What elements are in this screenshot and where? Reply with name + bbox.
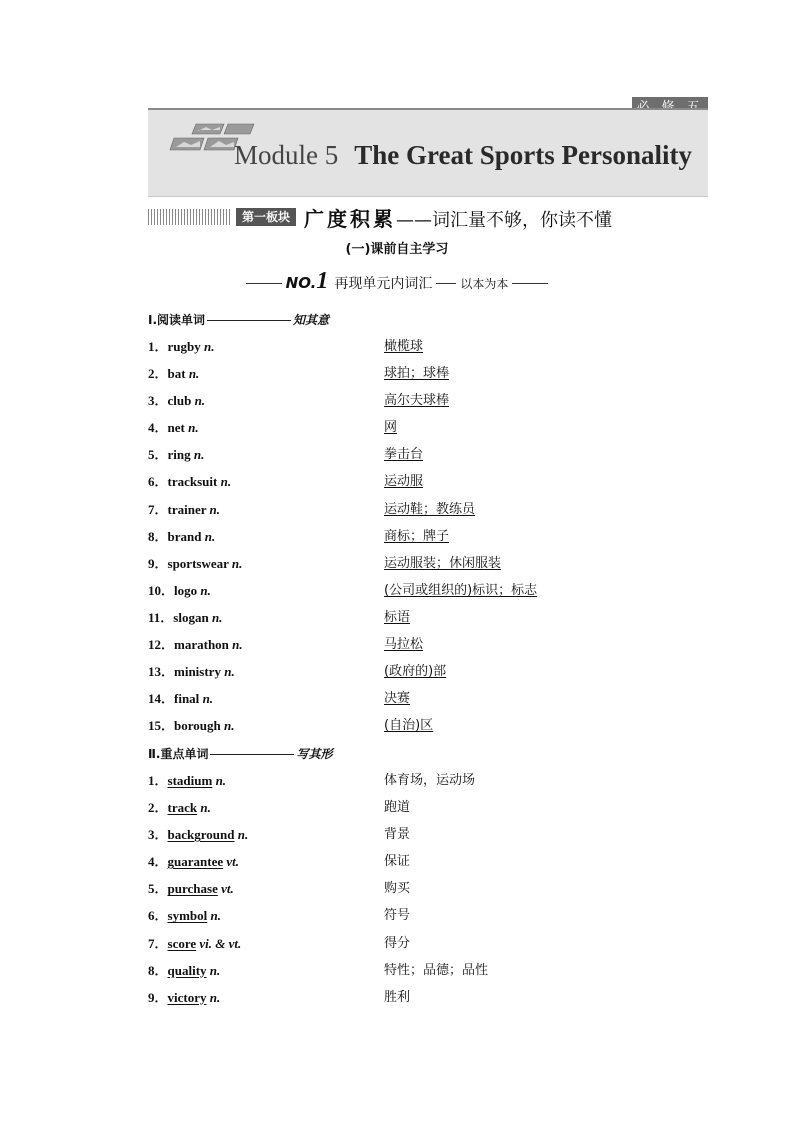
part2-hint: 写其形 [296,747,333,761]
item-number: 7． [148,935,168,951]
item-number: 12． [148,637,175,653]
list-item [148,874,708,901]
word: slogan [173,609,209,625]
word: symbol [167,908,208,924]
word: purchase [167,881,218,897]
english-word [148,580,211,599]
word: ministry [174,664,221,680]
no-title: 再现单元内词汇 [334,276,433,292]
chinese-meaning: 跑道 [384,800,411,816]
word: marathon [174,637,229,653]
word: stadium [167,773,213,788]
english-word [148,960,220,979]
word: logo [174,582,198,598]
part-of-speech: n. [224,718,235,734]
item-number: 8． [148,528,168,544]
chinese-meaning: 标语 [384,609,411,625]
list-item [148,983,708,1010]
part-of-speech: n. [224,664,235,680]
part-of-speech: n. [188,420,199,436]
hatch-decoration [148,209,232,225]
divider [436,283,456,284]
part-of-speech: n. [237,827,249,843]
chinese-meaning: 橄榄球 [384,339,424,354]
part-of-speech: n. [204,339,215,354]
word: victory [167,989,207,1005]
chinese-meaning: 保证 [384,854,411,870]
list-item [148,413,708,440]
word: sportswear [167,555,229,571]
no-heading [0,268,794,295]
item-number: 8． [148,962,168,978]
word: brand [167,528,202,544]
part-of-speech: n. [209,501,220,517]
part2-heading [148,745,332,762]
part-of-speech: n. [232,637,243,653]
no-number: 1 [316,268,329,294]
chinese-meaning: 特性；品德；品性 [384,962,489,978]
word: final [174,691,200,707]
list-item [148,929,708,956]
word: bat [167,366,186,382]
list-item [148,332,708,359]
list-item [148,901,708,928]
part-of-speech: n. [193,447,205,463]
chinese-meaning: 运动服 [384,474,424,490]
list-item [148,820,708,847]
word: borough [174,718,221,734]
divider [246,283,282,284]
english-word [148,363,199,382]
english-word [148,824,248,843]
english-word [148,770,226,789]
no-label: NO. [285,274,317,292]
key-word-list [148,766,708,1010]
english-word [148,336,214,355]
divider [512,283,548,284]
list-item [148,711,708,738]
list-item [148,603,708,630]
part-of-speech: n. [202,691,214,707]
part-of-speech: vi. & vt. [199,935,242,951]
english-word [148,688,213,707]
chinese-meaning: 马拉松 [384,637,424,653]
part-of-speech: n. [200,582,211,598]
part-of-speech: vt. [226,854,240,870]
chinese-meaning: 球拍；球棒 [384,366,450,382]
list-item [148,549,708,576]
english-word [148,471,231,490]
block-label: 第一板块 [236,208,296,226]
item-number: 5． [148,447,168,463]
chinese-meaning: 运动鞋；教练员 [384,501,476,517]
english-word [148,878,234,897]
word: score [167,935,197,951]
item-number: 15． [148,718,175,734]
block-title-sub: ——词汇量不够，你读不懂 [396,210,612,231]
item-number: 3． [148,827,168,843]
chinese-meaning: 胜利 [384,989,411,1005]
chinese-meaning: (公司或组织的)标识；标志 [384,582,538,598]
english-word [148,444,204,463]
module-title [234,140,692,171]
word: rugby [167,339,201,354]
english-word [148,499,220,518]
block-title [304,203,612,232]
english-word [148,417,199,436]
part1-label: Ⅰ.阅读单词 [148,313,206,327]
list-item [148,657,708,684]
word: background [167,827,235,843]
part-of-speech: n. [209,962,221,978]
chinese-meaning: 符号 [384,908,411,924]
item-number: 11． [148,609,174,625]
chinese-meaning: 购买 [384,881,411,897]
part-of-speech: n. [210,908,221,924]
item-number: 2． [148,366,168,382]
list-item [148,766,708,793]
item-number: 5． [148,881,168,897]
part-of-speech: n. [231,555,243,571]
english-word [148,607,222,626]
part2-label: Ⅱ.重点单词 [148,747,209,761]
english-word [148,390,205,409]
word: net [167,420,185,436]
item-number: 6． [148,908,168,924]
item-number: 3． [148,393,168,409]
list-item [148,847,708,874]
no-tail: 以本为本 [460,277,509,291]
word: trainer [167,501,207,517]
item-number: 10． [148,582,175,598]
item-number: 13． [148,664,175,680]
part-of-speech: n. [215,773,227,788]
part1-heading [148,311,329,328]
english-word [148,797,211,816]
chinese-meaning: 体育场，运动场 [384,773,476,788]
list-item [148,576,708,603]
reading-word-list [148,332,708,738]
word: quality [167,962,207,978]
divider [207,320,291,321]
list-item [148,956,708,983]
english-word [148,634,243,653]
english-word [148,851,239,870]
english-word [148,553,242,572]
part-of-speech: n. [200,800,211,816]
part-of-speech: n. [209,989,221,1005]
list-item [148,684,708,711]
word: tracksuit [167,474,218,490]
part-of-speech: n. [220,474,232,490]
item-number: 4． [148,854,168,870]
english-word [148,905,221,924]
list-item [148,440,708,467]
list-item [148,522,708,549]
chinese-meaning: 商标；牌子 [384,528,450,544]
part-of-speech: n. [194,393,206,409]
module-banner [148,108,708,197]
item-number: 1． [148,773,168,788]
word: track [167,800,198,816]
part-of-speech: n. [188,366,200,382]
divider [210,754,294,755]
sub-heading: (一)课前自主学习 [345,242,449,257]
item-number: 1． [148,339,168,354]
chinese-meaning: 决赛 [384,691,411,707]
block-title-main: 广度积累 [304,207,396,231]
section-heading [148,203,708,233]
chinese-meaning: (自治)区 [384,718,434,734]
part-of-speech: n. [211,609,223,625]
item-number: 9． [148,555,168,571]
list-item [148,630,708,657]
chinese-meaning: 高尔夫球棒 [384,393,450,409]
part-of-speech: n. [204,528,216,544]
list-item [148,495,708,522]
item-number: 4． [148,420,168,436]
list-item [148,386,708,413]
word: ring [167,447,191,463]
chinese-meaning: 网 [384,420,398,436]
english-word [148,933,241,952]
part-of-speech: vt. [221,881,234,897]
item-number: 14． [148,691,175,707]
list-item [148,467,708,494]
list-item [148,359,708,386]
part1-hint: 知其意 [293,313,330,327]
chinese-meaning: 运动服装；休闲服装 [384,555,502,571]
chinese-meaning: 得分 [384,935,411,951]
chinese-meaning: (政府的)部 [384,664,447,680]
english-word [148,526,215,545]
module-number: Module 5 [234,140,339,170]
item-number: 6． [148,474,168,490]
list-item [148,793,708,820]
item-number: 9． [148,989,168,1005]
english-word [148,715,234,734]
english-word [148,987,220,1006]
chinese-meaning: 拳击台 [384,447,424,463]
item-number: 7． [148,501,168,517]
module-name: The Great Sports Personality [354,140,692,170]
item-number: 2． [148,800,168,816]
english-word [148,661,235,680]
word: club [167,393,192,409]
word: guarantee [167,854,224,870]
chinese-meaning: 背景 [384,827,411,843]
